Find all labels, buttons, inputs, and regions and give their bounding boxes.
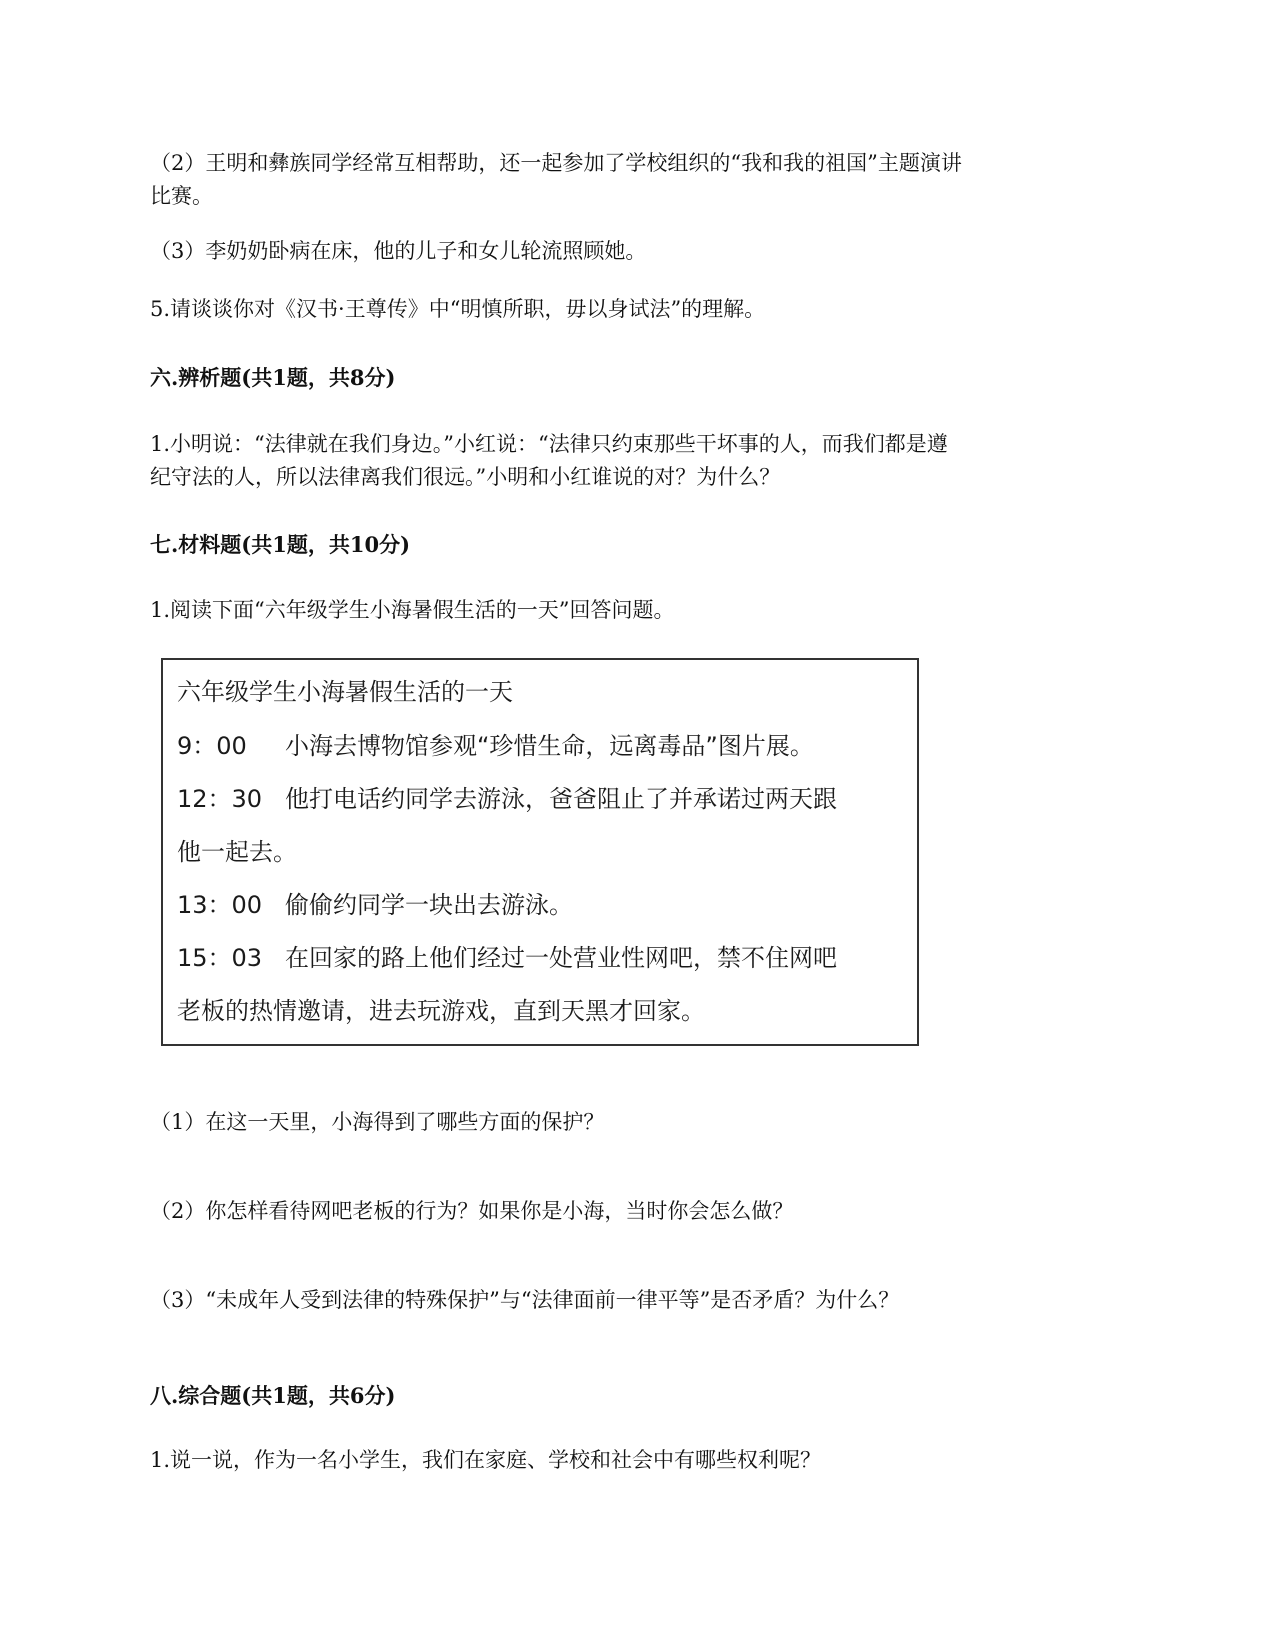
question-4-item-2-line-1: （2）王明和彝族同学经常互相帮助，还一起参加了学校组织的“我和我的祖国”主题演讲	[150, 151, 962, 175]
entry-text: 他一起去。	[177, 838, 297, 866]
section-7-sub-question-2: （2）你怎样看待网吧老板的行为？如果你是小海，当时你会怎么做？	[150, 1199, 794, 1223]
section-8-heading: 八.综合题(共1题，共6分)	[150, 1383, 396, 1408]
entry-text: 他打电话约同学去游泳，爸爸阻止了并承诺过两天跟	[285, 785, 837, 813]
entry-time: 13：00	[177, 891, 263, 919]
section-7-heading: 七.材料题(共1题，共10分)	[150, 532, 411, 557]
question-5: 5.请谈谈你对《汉书·王尊传》中“明慎所职，毋以身试法”的理解。	[150, 297, 766, 321]
section-8-question-1: 1.说一说，作为一名小学生，我们在家庭、学校和社会中有哪些权利呢？	[150, 1448, 822, 1472]
section-7-sub-question-3: （3）“未成年人受到法律的特殊保护”与“法律面前一律平等”是否矛盾？为什么？	[150, 1288, 900, 1312]
material-box	[161, 658, 919, 1046]
entry-text: 在回家的路上他们经过一处营业性网吧，禁不住网吧	[285, 944, 837, 972]
material-entry	[177, 889, 573, 921]
material-entry	[177, 836, 297, 868]
material-entry	[177, 783, 837, 815]
material-entry	[177, 730, 814, 762]
entry-time: 9：00	[177, 732, 247, 760]
question-4-item-3: （3）李奶奶卧病在床，他的儿子和女儿轮流照顾她。	[150, 239, 647, 263]
material-entry	[177, 995, 705, 1027]
material-box-title: 六年级学生小海暑假生活的一天	[177, 678, 513, 706]
entry-text: 小海去博物馆参观“珍惜生命，远离毒品”图片展。	[285, 732, 814, 760]
section-6-question-1-line-2: 纪守法的人，所以法律离我们很远。”小明和小红谁说的对？为什么？	[150, 465, 781, 489]
entry-time: 12：30	[177, 785, 263, 813]
material-entry	[177, 942, 837, 974]
section-7-sub-question-1: （1）在这一天里，小海得到了哪些方面的保护？	[150, 1110, 605, 1134]
section-6-question-1-line-1: 1.小明说：“法律就在我们身边。”小红说：“法律只约束那些干坏事的人，而我们都是遵	[150, 432, 948, 456]
question-4-item-2-line-2: 比赛。	[150, 184, 213, 208]
entry-time: 15：03	[177, 944, 263, 972]
section-6-heading: 六.辨析题(共1题，共8分)	[150, 365, 396, 390]
section-7-question-1-intro: 1.阅读下面“六年级学生小海暑假生活的一天”回答问题。	[150, 598, 675, 622]
entry-text: 老板的热情邀请，进去玩游戏，直到天黑才回家。	[177, 997, 705, 1025]
entry-text: 偷偷约同学一块出去游泳。	[285, 891, 573, 919]
